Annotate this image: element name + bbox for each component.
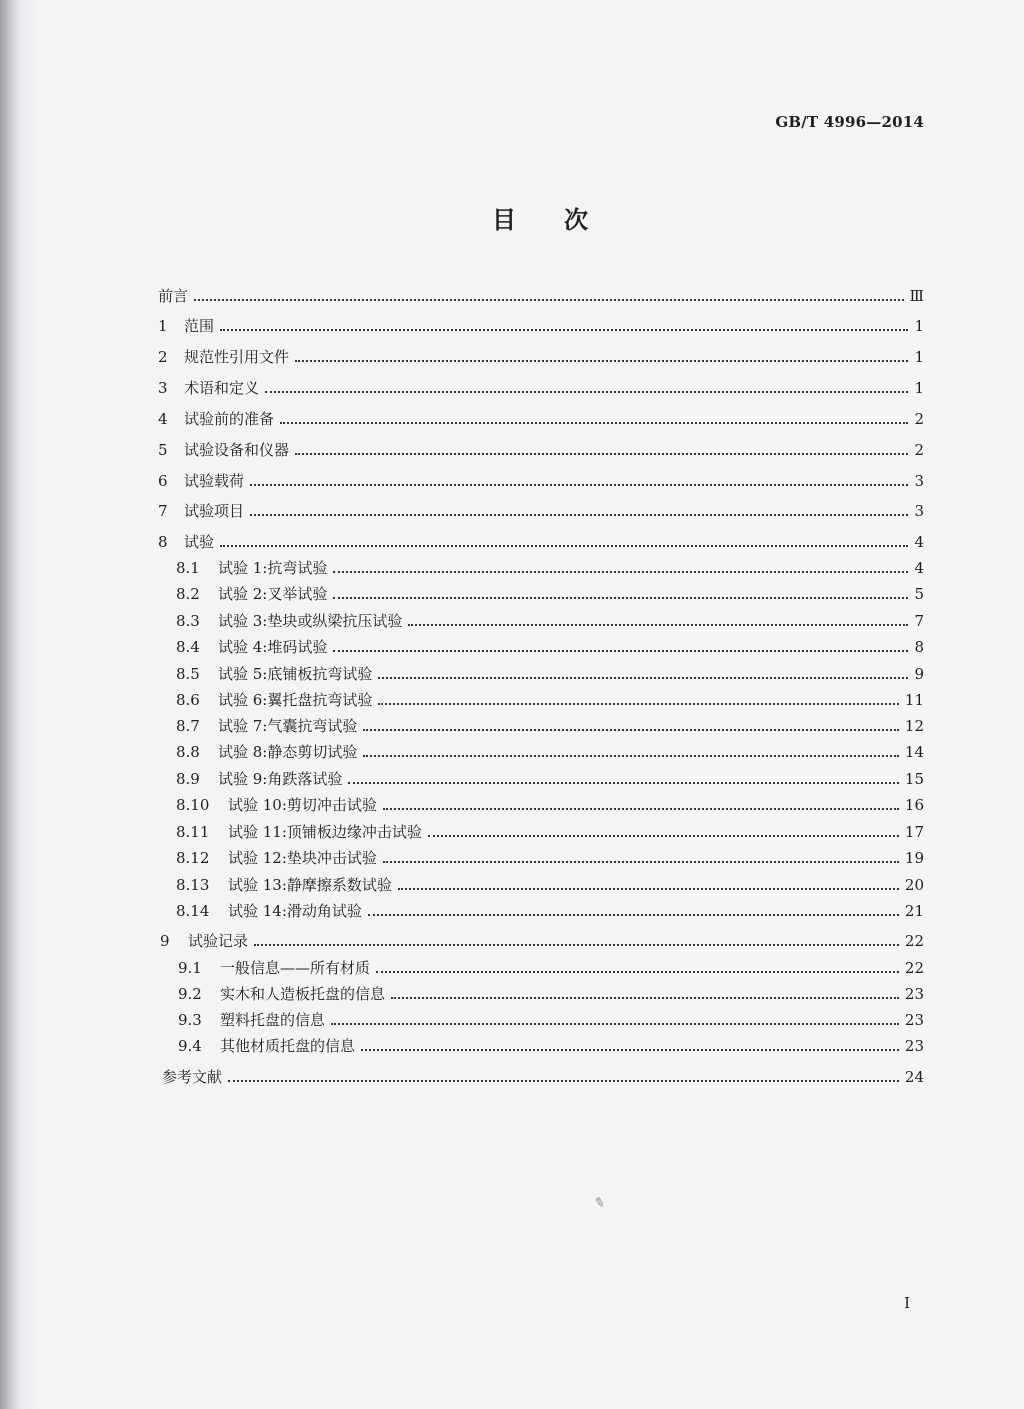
- toc-leader-dots: [363, 755, 899, 757]
- standard-code: GB/T 4996—2014: [775, 113, 924, 131]
- toc-entry-text: 试验 5:底铺板抗弯试验: [218, 665, 373, 683]
- toc-entry-number: 7: [158, 502, 168, 520]
- toc-entry[interactable]: [176, 901, 924, 921]
- toc-entry[interactable]: [176, 769, 924, 789]
- toc-entry-page: 9: [914, 665, 924, 683]
- toc-leader-dots: [228, 1080, 899, 1082]
- toc-entry-number: 8.12: [176, 849, 210, 867]
- toc-entry-page: 8: [914, 638, 924, 656]
- toc-title-char-2: 次: [564, 205, 588, 234]
- toc-leader-dots: [363, 729, 899, 731]
- toc-entry-number: 9.2: [178, 985, 202, 1003]
- toc-entry[interactable]: [158, 347, 924, 367]
- toc-entry-page: 11: [904, 691, 924, 709]
- toc-leader-dots: [220, 329, 908, 331]
- toc-leader-dots: [331, 1023, 899, 1025]
- toc-entry-text: 试验项目: [184, 502, 245, 520]
- toc-entry-text: 试验 12:垫块冲击试验: [228, 849, 377, 867]
- toc-entry-number: 9: [160, 932, 170, 950]
- toc-entry[interactable]: [162, 1067, 924, 1087]
- toc-entry-text: 试验: [184, 533, 215, 551]
- toc-entry-text: 试验 11:顶铺板边缘冲击试验: [228, 823, 422, 841]
- toc-entry-number: 8.13: [176, 876, 210, 894]
- toc-leader-dots: [428, 835, 899, 837]
- toc-entry[interactable]: [158, 501, 924, 521]
- toc-entry[interactable]: [158, 471, 924, 491]
- toc-entry-number: 9.4: [178, 1037, 202, 1055]
- toc-entry-text: 前言: [158, 287, 189, 305]
- toc-entry-page: 24: [904, 1068, 924, 1086]
- toc-entry-number: 9.3: [178, 1011, 202, 1029]
- toc-entry-number: 5: [158, 441, 168, 459]
- toc-entry-page: 15: [904, 770, 924, 788]
- toc-entry[interactable]: [158, 286, 924, 306]
- toc-entry[interactable]: [178, 1010, 924, 1030]
- toc-entry-text: 试验 7:气囊抗弯试验: [218, 717, 358, 735]
- toc-entry[interactable]: [176, 822, 924, 842]
- toc-entry-text: 试验 2:叉举试验: [218, 585, 328, 603]
- toc-entry[interactable]: [176, 611, 924, 631]
- toc-leader-dots: [295, 360, 908, 362]
- scan-smudge-mark: ✎: [592, 1194, 607, 1213]
- toc-entry-page: 21: [904, 902, 924, 920]
- toc-entry-text: 试验 14:滑动角试验: [228, 902, 362, 920]
- toc-entry[interactable]: [176, 558, 924, 578]
- toc-entry-page: 3: [914, 502, 924, 520]
- toc-leader-dots: [333, 650, 908, 652]
- toc-entry-number: 9.1: [178, 959, 202, 977]
- toc-entry-text: 试验 10:剪切冲击试验: [228, 796, 377, 814]
- toc-entry-page: 1: [914, 379, 924, 397]
- toc-entry-page: 1: [914, 317, 924, 335]
- toc-entry[interactable]: [176, 848, 924, 868]
- toc-entry[interactable]: [178, 984, 924, 1004]
- toc-entry-text: 其他材质托盘的信息: [220, 1037, 356, 1055]
- toc-entry-number: 4: [158, 410, 168, 428]
- toc-leader-dots: [383, 808, 899, 810]
- toc-entry-text: 试验 1:抗弯试验: [218, 559, 328, 577]
- toc-entry-text: 范围: [184, 317, 215, 335]
- toc-leader-dots: [254, 944, 899, 946]
- toc-leader-dots: [194, 299, 904, 301]
- toc-entry[interactable]: [176, 795, 924, 815]
- toc-leader-dots: [220, 545, 908, 547]
- toc-leader-dots: [408, 624, 908, 626]
- toc-entry-page: 7: [914, 612, 924, 630]
- toc-entry[interactable]: [176, 690, 924, 710]
- toc-entry[interactable]: [158, 440, 924, 460]
- page-number: I: [904, 1294, 910, 1312]
- toc-entry[interactable]: [158, 316, 924, 336]
- toc-entry-page: 14: [904, 743, 924, 761]
- toc-leader-dots: [368, 914, 899, 916]
- toc-entry-number: 8.10: [176, 796, 210, 814]
- toc-leader-dots: [295, 453, 908, 455]
- toc-entry-number: 3: [158, 379, 168, 397]
- toc-entry-page: 4: [914, 533, 924, 551]
- toc-entry-page: 19: [904, 849, 924, 867]
- toc-entry[interactable]: [158, 409, 924, 429]
- toc-entry-text: 实木和人造板托盘的信息: [220, 985, 386, 1003]
- toc-entry[interactable]: [158, 532, 924, 552]
- toc-leader-dots: [398, 888, 899, 890]
- toc-leader-dots: [361, 1049, 899, 1051]
- toc-entry-number: 8.1: [176, 559, 200, 577]
- toc-entry-number: 8.14: [176, 902, 210, 920]
- toc-entry-page: 17: [904, 823, 924, 841]
- toc-entry-text: 术语和定义: [184, 379, 260, 397]
- toc-leader-dots: [378, 703, 899, 705]
- toc-entry-page: 3: [914, 472, 924, 490]
- toc-entry[interactable]: [178, 958, 924, 978]
- toc-entry-number: 2: [158, 348, 168, 366]
- toc-leader-dots: [378, 677, 908, 679]
- toc-entry-number: 6: [158, 472, 168, 490]
- toc-entry[interactable]: [176, 637, 924, 657]
- toc-entry-number: 8.9: [176, 770, 200, 788]
- toc-entry-text: 试验前的准备: [184, 410, 275, 428]
- toc-leader-dots: [391, 997, 899, 999]
- toc-entry-text: 试验 3:垫块或纵梁抗压试验: [218, 612, 403, 630]
- toc-leader-dots: [250, 514, 908, 516]
- toc-entry[interactable]: [160, 931, 924, 951]
- toc-entry-page: 2: [914, 410, 924, 428]
- toc-entry-page: 23: [904, 1037, 924, 1055]
- toc-entry-page: 22: [904, 932, 924, 950]
- toc-leader-dots: [333, 571, 908, 573]
- toc-entry-page: 22: [904, 959, 924, 977]
- toc-entry-number: 8.5: [176, 665, 200, 683]
- toc-entry-page: 2: [914, 441, 924, 459]
- toc-entry-text: 参考文献: [162, 1068, 223, 1086]
- toc-entry-text: 规范性引用文件: [184, 348, 290, 366]
- toc-entry-page: 16: [904, 796, 924, 814]
- toc-entry-text: 塑料托盘的信息: [220, 1011, 326, 1029]
- toc-entry-text: 试验 13:静摩擦系数试验: [228, 876, 392, 894]
- toc-entry-text: 试验 6:翼托盘抗弯试验: [218, 691, 373, 709]
- toc-leader-dots: [333, 597, 908, 599]
- toc-entry-number: 8.4: [176, 638, 200, 656]
- toc-entry-number: 8.8: [176, 743, 200, 761]
- toc-entry-text: 试验载荷: [184, 472, 245, 490]
- toc-entry-page: 1: [914, 348, 924, 366]
- toc-leader-dots: [250, 484, 908, 486]
- toc-entry[interactable]: [178, 1036, 924, 1056]
- toc-leader-dots: [265, 391, 908, 393]
- toc-entry[interactable]: [176, 742, 924, 762]
- toc-entry-text: 试验 4:堆码试验: [218, 638, 328, 656]
- toc-leader-dots: [383, 861, 899, 863]
- toc-entry-number: 8.2: [176, 585, 200, 603]
- toc-entry-page: 20: [904, 876, 924, 894]
- toc-entry-page: Ⅲ: [909, 287, 924, 305]
- toc-entry[interactable]: [158, 378, 924, 398]
- toc-entry-text: 试验记录: [188, 932, 249, 950]
- toc-entry[interactable]: [176, 584, 924, 604]
- toc-entry-number: 8: [158, 533, 168, 551]
- toc-entry-text: 一般信息——所有材质: [220, 959, 371, 977]
- toc-entry-text: 试验 8:静态剪切试验: [218, 743, 358, 761]
- toc-entry-page: 12: [904, 717, 924, 735]
- toc-entry-page: 23: [904, 985, 924, 1003]
- toc-entry-page: 4: [914, 559, 924, 577]
- toc-entry-page: 23: [904, 1011, 924, 1029]
- toc-entry-number: 8.7: [176, 717, 200, 735]
- toc-entry-number: 8.11: [176, 823, 210, 841]
- toc-entry-text: 试验设备和仪器: [184, 441, 290, 459]
- toc-entry-number: 8.6: [176, 691, 200, 709]
- toc-entry-page: 5: [914, 585, 924, 603]
- toc-entry-number: 8.3: [176, 612, 200, 630]
- toc-leader-dots: [376, 971, 899, 973]
- toc-entry-text: 试验 9:角跌落试验: [218, 770, 343, 788]
- toc-entry-number: 1: [158, 317, 168, 335]
- toc-leader-dots: [280, 422, 908, 424]
- toc-entry[interactable]: [176, 664, 924, 684]
- toc-entry[interactable]: [176, 716, 924, 736]
- toc-title-char-1: 目: [492, 205, 516, 234]
- toc-leader-dots: [348, 782, 899, 784]
- toc-entry[interactable]: [176, 875, 924, 895]
